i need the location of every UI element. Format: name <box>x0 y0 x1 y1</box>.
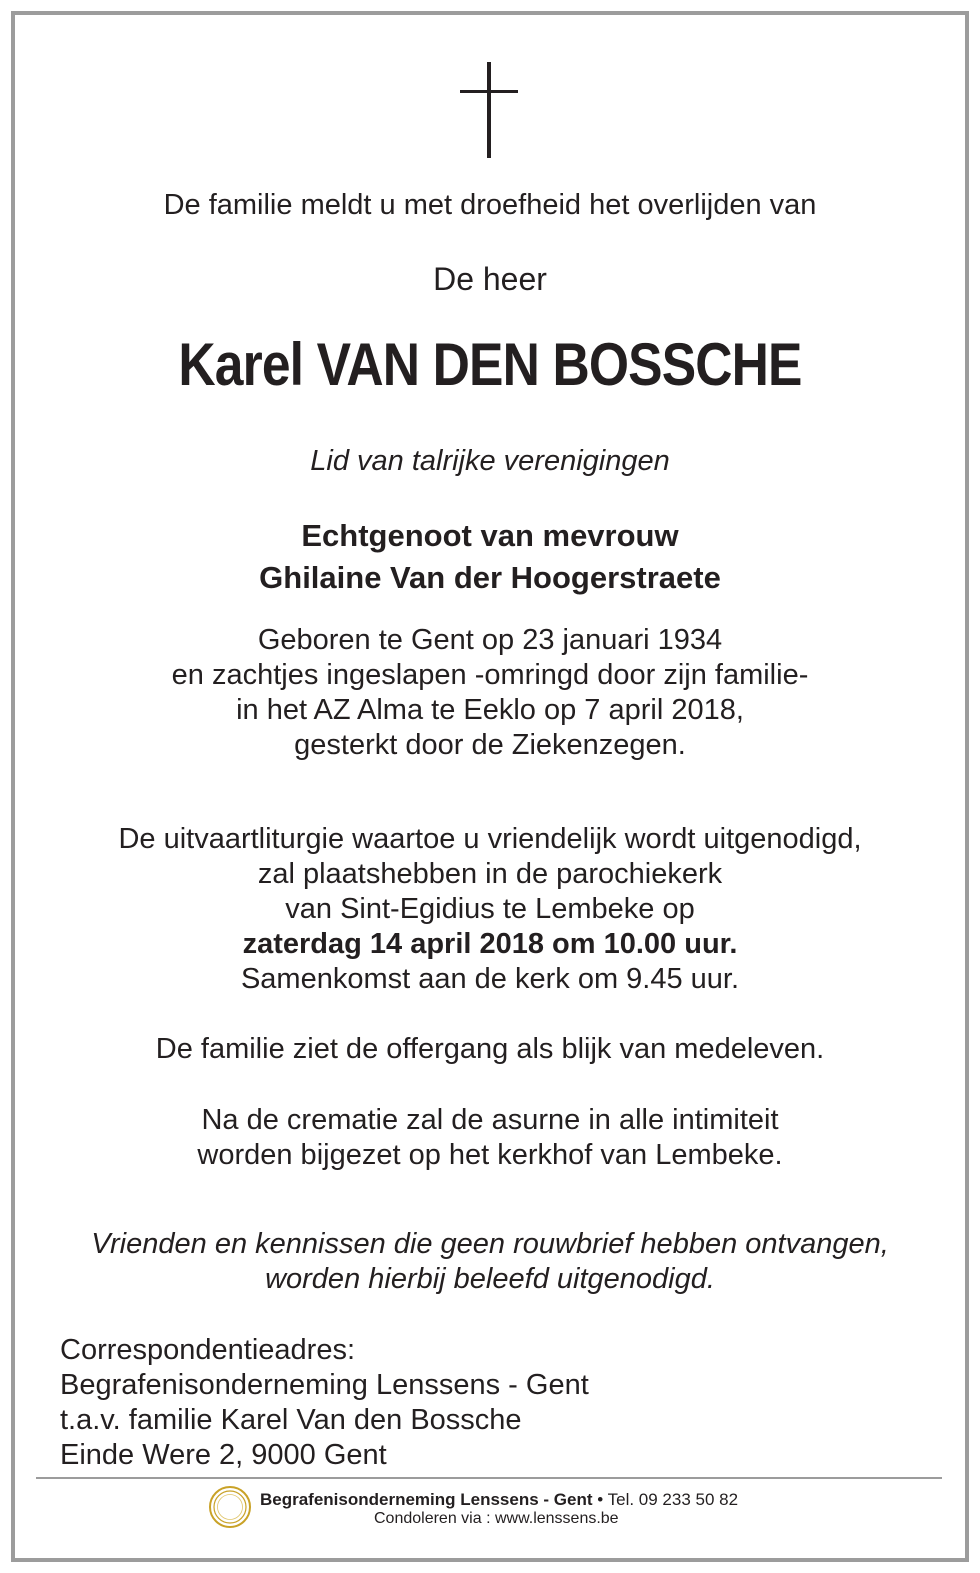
footer-separator: • <box>597 1490 604 1509</box>
cremation-block <box>0 1103 980 1173</box>
footer-condolence-link[interactable]: Condoleren via : www.lenssens.be <box>374 1510 619 1527</box>
address-line-1: Begrafenisonderneming Lenssens - Gent <box>60 1369 589 1401</box>
service-line-3: van Sint-Egidius te Lembeke op <box>285 893 695 925</box>
service-date-time: zaterdag 14 april 2018 om 10.00 uur. <box>242 928 738 960</box>
service-line-2: zal plaatshebben in de parochiekerk <box>257 858 723 890</box>
death-line-3: gesterkt door de Ziekenzegen. <box>294 729 686 761</box>
friends-line-2: worden hierbij beleefd uitgenodigd. <box>265 1263 715 1295</box>
death-line-1: en zachtjes ingeslapen -omringd door zijn familie- <box>171 659 809 691</box>
footer-divider <box>36 1477 942 1479</box>
correspondence-address <box>60 1333 589 1473</box>
spouse-block <box>0 515 980 599</box>
footer-firm-name: Begrafenisonderneming Lenssens - Gent <box>260 1490 593 1509</box>
service-block <box>0 822 980 997</box>
intro-text: De familie meldt u met droefheid het overlijden van <box>163 189 817 221</box>
spouse-name: Ghilaine Van der Hoogerstraete <box>259 560 721 595</box>
death-line-2: in het AZ Alma te Eeklo op 7 april 2018, <box>236 694 744 726</box>
offering-note: De familie ziet de offergang als blijk van medeleven. <box>155 1033 825 1065</box>
deceased-name: Karel VAN DEN BOSSCHE <box>178 331 802 398</box>
footer-contact <box>260 1490 738 1510</box>
service-line-1: De uitvaartliturgie waartoe u vriendelijk wordt uitgenodigd, <box>118 823 862 855</box>
funeral-home-logo-icon <box>208 1485 252 1529</box>
address-line-2: t.a.v. familie Karel Van den Bossche <box>60 1404 522 1436</box>
cross-icon <box>456 62 522 158</box>
honorific: De heer <box>433 261 547 297</box>
cremation-line-1: Na de crematie zal de asurne in alle intimiteit <box>201 1104 779 1136</box>
membership-note: Lid van talrijke verenigingen <box>310 445 670 477</box>
friends-line-1: Vrienden en kennissen die geen rouwbrief hebben ontvangen, <box>91 1228 889 1260</box>
spouse-line: Echtgenoot van mevrouw <box>301 518 679 553</box>
footer-phone: Tel. 09 233 50 82 <box>607 1490 739 1509</box>
birth-line: Geboren te Gent op 23 januari 1934 <box>257 624 723 656</box>
address-line-3: Einde Were 2, 9000 Gent <box>60 1439 387 1471</box>
friends-invitation <box>0 1227 980 1297</box>
page-border <box>11 11 969 1562</box>
gathering-time: Samenkomst aan de kerk om 9.45 uur. <box>240 963 740 995</box>
cremation-line-2: worden bijgezet op het kerkhof van Lembeke. <box>197 1139 783 1171</box>
address-label: Correspondentieadres: <box>60 1334 356 1366</box>
birth-death-block <box>0 623 980 763</box>
